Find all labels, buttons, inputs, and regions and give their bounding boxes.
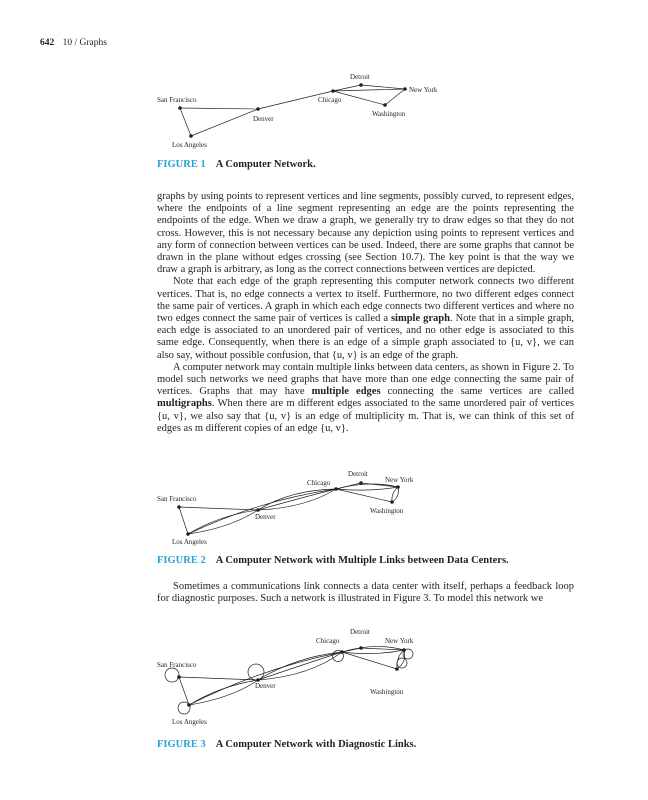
edge-denver-chicago-3: [258, 489, 336, 510]
edge-sf-la: [179, 677, 189, 705]
paragraph-2: [157, 276, 574, 361]
edge-denver-chicago-3: [258, 652, 342, 680]
label-los-angeles: Los Angeles: [172, 141, 207, 149]
edge-newyork-washington: [385, 89, 405, 105]
label-detroit: Detroit: [350, 73, 370, 81]
vertex-washington: [395, 667, 399, 671]
vertex-chicago: [334, 487, 338, 491]
vertex-los-angeles: [186, 532, 190, 536]
label-chicago: Chicago: [307, 479, 331, 487]
label-washington: Washington: [372, 110, 406, 118]
figure-3-number: FIGURE 3: [157, 739, 206, 750]
vertex-new-york: [396, 485, 400, 489]
label-los-angeles: Los Angeles: [172, 538, 207, 546]
label-new-york: New York: [385, 476, 414, 484]
edge-la-denver-1: [188, 510, 258, 534]
figure-1: [0, 60, 648, 155]
figure-3: [0, 623, 648, 728]
edge-chicago-newyork-2: [342, 650, 404, 654]
vertex-washington: [390, 500, 394, 504]
page-number: 642: [40, 38, 55, 48]
figure-1-caption: [157, 159, 316, 170]
figure-1-graph: [0, 60, 648, 155]
paragraph-3-text-b: connecting the same vertices are called: [380, 386, 574, 398]
label-washington: Washington: [370, 507, 404, 515]
term-multigraphs: multigraphs: [157, 398, 212, 410]
vertex-new-york: [402, 648, 406, 652]
vertex-new-york: [403, 87, 407, 91]
body-text-main: [157, 191, 574, 435]
vertex-denver: [256, 107, 260, 111]
vertex-chicago: [331, 89, 335, 93]
vertex-los-angeles: [187, 703, 191, 707]
edge-chicago-newyork-2: [336, 487, 398, 490]
edge-sf-la: [180, 108, 191, 136]
figure-2-title: A Computer Network with Multiple Links between Data Centers.: [215, 555, 509, 566]
vertex-denver: [256, 508, 260, 512]
figure-2-graph: [0, 465, 648, 550]
figure-2-number: FIGURE 2: [157, 555, 206, 566]
chapter-title: 10 / Graphs: [62, 38, 107, 48]
label-chicago: Chicago: [318, 96, 342, 104]
figure-3-graph: [0, 623, 648, 728]
label-new-york: New York: [385, 637, 414, 645]
edge-chicago-washington: [342, 652, 397, 669]
vertex-detroit: [359, 646, 363, 650]
loop-san-francisco: [165, 668, 179, 682]
figure-1-number: FIGURE 1: [157, 159, 206, 170]
figure-3-edges: [165, 646, 413, 714]
label-detroit: Detroit: [350, 628, 370, 636]
label-new-york: New York: [409, 86, 438, 94]
figure-3-caption: [157, 739, 416, 750]
vertex-detroit: [359, 83, 363, 87]
figure-2-edges: [179, 483, 398, 534]
paragraph-3: [157, 362, 574, 435]
label-denver: Denver: [253, 115, 274, 123]
loop-denver: [248, 664, 264, 680]
loop-washington: [397, 658, 407, 668]
term-multiple-edges: multiple edges: [311, 386, 381, 398]
paragraph-4: Sometimes a communications link connects a data center with itself, perhaps a feedback loop for diagnostic purposes. Such a network is illustrated in Figure 3. To model this network we: [157, 581, 574, 605]
body-text-secondary: [157, 581, 574, 605]
label-san-francisco: San Francisco: [157, 96, 197, 104]
vertex-los-angeles: [189, 134, 193, 138]
figure-3-vertices: [177, 646, 406, 707]
paragraph-2-text-a: Note that each edge of the graph representing this computer network connects two different vertices. That is, no edge connects a vertex to itself. Furthermore, no two different edges connect the same pair of vertices. A graph in which each edge connects two different vertices and where no two edges connect the same pair of vertices is called a: [157, 276, 574, 325]
term-simple-graph: simple graph: [390, 313, 450, 325]
paragraph-3-text-a: A computer network may contain multiple links between data centers, as shown in Figure 2. To model such networks we need graphs that have more than one edge connecting the same pair of vertices. Graphs that may have: [157, 361, 574, 398]
edge-la-denver-2: [189, 680, 258, 705]
paragraph-1: graphs by using points to represent vertices and line segments, possibly curved, to represent edges, where the endpoints of a line segment representing an edge are the points representing the endpoints of the edge. When we draw a graph, we generally try to draw edges so that they do not cross. However, this is not necessary because any depiction using points to represent vertices and any form of connection between vertices can be used. Indeed, there are some graphs that cannot be drawn in the plane without edges crossing (see Section 10.7). The key point is that the way we draw a graph is arbitrary, as long as the correct connections between vertices are depicted.: [157, 191, 574, 276]
edge-chicago-newyork: [333, 89, 405, 91]
label-los-angeles: Los Angeles: [172, 718, 207, 726]
edge-la-denver-1: [189, 680, 258, 705]
vertex-san-francisco: [177, 505, 181, 509]
vertex-washington: [383, 103, 387, 107]
vertex-san-francisco: [178, 106, 182, 110]
label-washington: Washington: [370, 688, 404, 696]
label-denver: Denver: [255, 682, 276, 690]
label-chicago: Chicago: [316, 637, 340, 645]
edge-la-chicago: [188, 489, 336, 534]
figure-3-title: A Computer Network with Diagnostic Links.: [215, 739, 417, 750]
running-header: [40, 38, 107, 48]
edge-sf-denver: [179, 507, 258, 510]
edge-sf-la: [179, 507, 188, 534]
label-san-francisco: San Francisco: [157, 495, 197, 503]
label-denver: Denver: [255, 513, 276, 521]
edge-detroit-newyork: [361, 85, 405, 89]
label-san-francisco: San Francisco: [157, 661, 197, 669]
figure-2-caption: [157, 555, 509, 566]
paragraph-3-text-c: . When there are m different edges associated to the same unordered pair of vertices {u, v}, we also say that {u, v} is an edge of multiplicity m. That is, we can think of this set of edges as m different copies of an edge {u, v}.: [157, 398, 574, 434]
figure-1-title: A Computer Network.: [215, 159, 316, 170]
vertex-chicago: [340, 650, 344, 654]
edge-la-denver: [191, 109, 258, 136]
edge-sf-denver: [180, 108, 258, 109]
paragraph-2-text-b: . Note that in a simple graph, each edge is associated to an unordered pair of vertices, and no other edge is associated to this same edge. Consequently, when there is an edge of a simple graph associated to {u, v}, we can also say, without possible confusion, that {u, v} is an edge of the graph.: [157, 313, 575, 361]
vertex-detroit: [359, 481, 363, 485]
label-detroit: Detroit: [348, 470, 368, 478]
figure-2: [0, 465, 648, 550]
edge-la-denver-2: [188, 510, 258, 534]
vertex-san-francisco: [177, 675, 181, 679]
edge-chicago-washington: [336, 489, 392, 502]
